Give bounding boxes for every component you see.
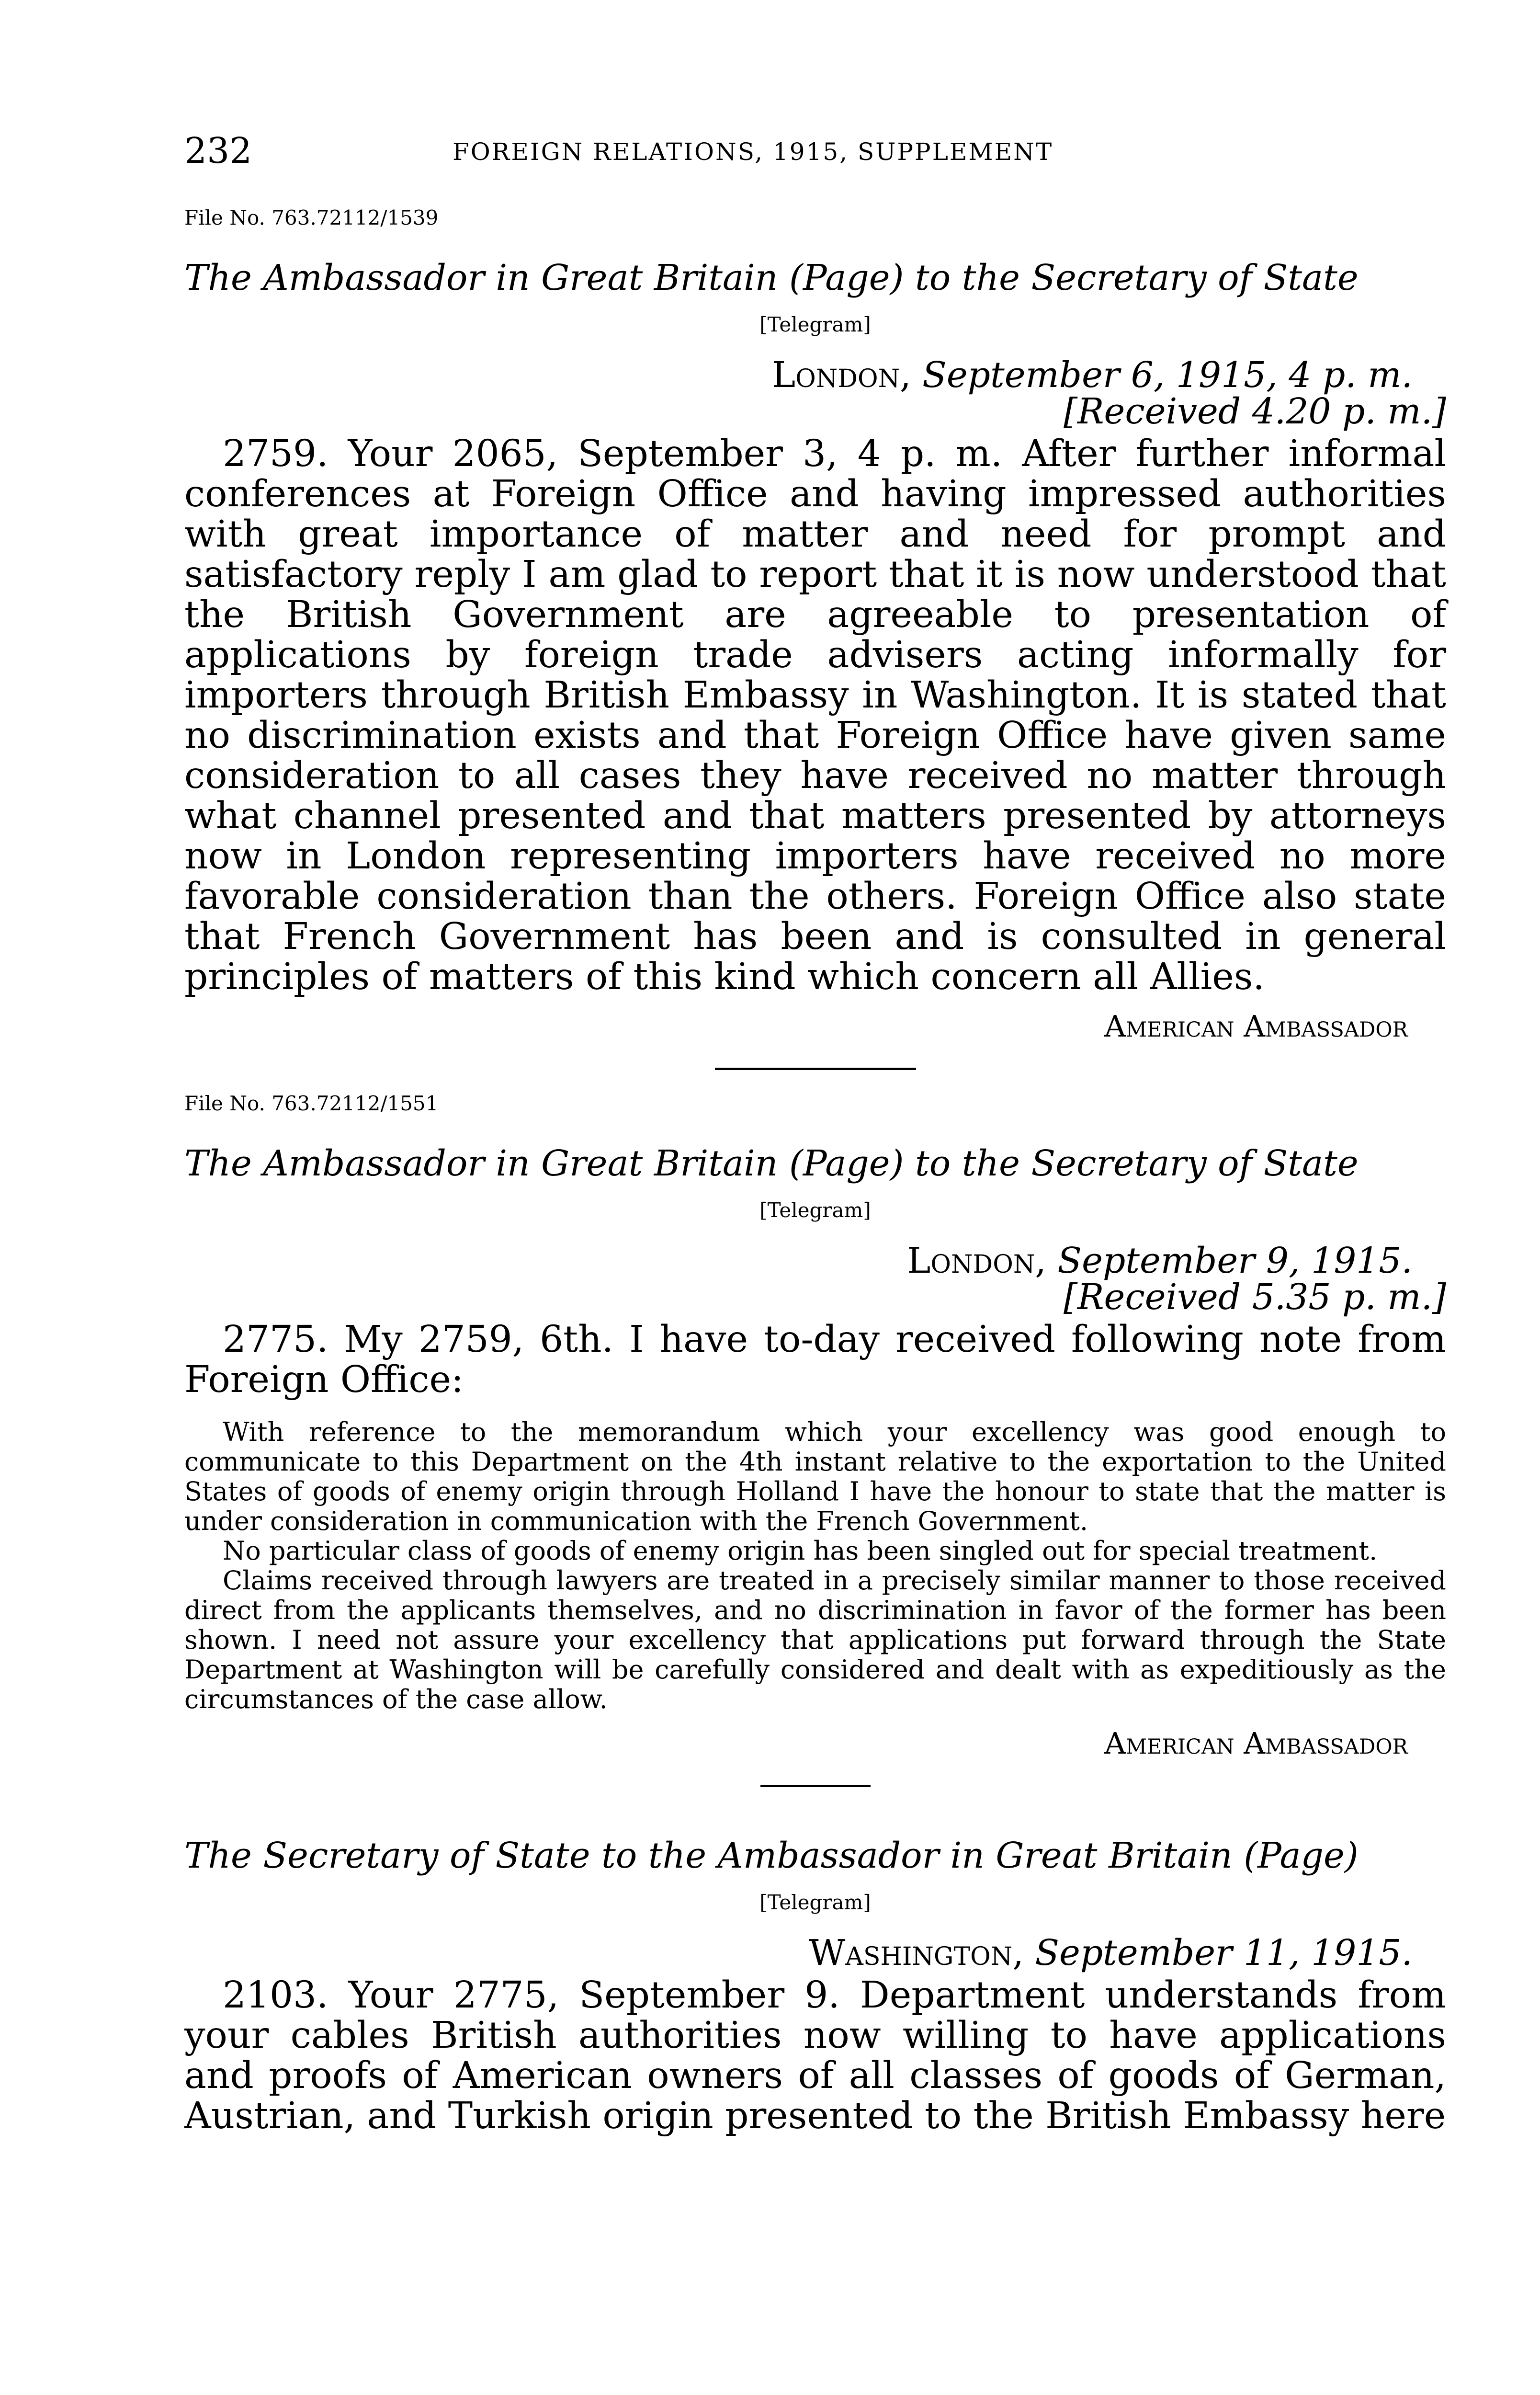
document-page	[184, 129, 1446, 2136]
telegram-body: 2759. Your 2065, September 3, 4 p. m. After further informal conferences at Foreign Office and having impressed authorities with great importance of matter and need for prompt and satisfactory reply I am glad to report that it is now understood that the British Government are agreeable to presentation of applications by foreign trade advisers acting informally for importers through British Embassy in Washington. It is stated that no discrimination exists and that Foreign Office have given same consideration to all cases they have received no matter through what channel presented and that matters presented by attorneys now in London representing importers have received no more favorable consideration than the others. Foreign Office also state that French Government has been and is consulted in general principles of matters of this kind which concern all Allies.	[184, 433, 1446, 998]
document-heading: The Ambassador in Great Britain (Page) to the Secretary of State	[184, 257, 1359, 298]
section-divider	[715, 1068, 916, 1070]
quote-paragraph: With reference to the memorandum which your excellency was good enough to communicate to this Department on the 4th instant relative to the exportation to the United States of goods of enemy origin through Holland I have the honour to state that the matter is under consideration in communication with the French Government.	[184, 1417, 1446, 1536]
dateline-date: September 11, 1915.	[1035, 1932, 1413, 1973]
telegram-label: [Telegram]	[759, 1198, 871, 1222]
signature: American Ambassador	[1104, 1009, 1408, 1044]
telegram-label: [Telegram]	[759, 1891, 871, 1914]
quoted-note	[184, 1417, 1446, 1714]
telegram-body: 2103. Your 2775, September 9. Department understands from your cables British authorities now willing to have applications and proofs of American owners of all classes of goods of German, Austrian, and Turkish origin presented to the British Embassy here	[184, 1974, 1446, 2137]
file-number: File No. 763.72112/1551	[184, 1092, 439, 1115]
telegram-body: 2775. My 2759, 6th. I have to-day received following note from Foreign Office:	[184, 1318, 1446, 1401]
received-time: [Received 4.20 p. m.]	[1063, 391, 1446, 432]
dateline-place: London,	[907, 1240, 1046, 1281]
document-heading: The Ambassador in Great Britain (Page) to the Secretary of State	[184, 1143, 1359, 1184]
telegram-label: [Telegram]	[759, 313, 871, 336]
section-divider	[760, 1785, 871, 1787]
dateline	[184, 354, 1446, 396]
document-heading: The Secretary of State to the Ambassador in Great Britain (Page)	[184, 1835, 1359, 1876]
dateline	[184, 1932, 1446, 1973]
dateline-place: London,	[772, 354, 911, 396]
page-number: 232	[184, 130, 252, 171]
dateline-place: Washington,	[809, 1932, 1024, 1973]
dateline-date: September 6, 1915, 4 p. m.	[922, 354, 1413, 396]
running-head	[184, 129, 1446, 182]
dateline	[184, 1240, 1446, 1281]
received-time: [Received 5.35 p. m.]	[1063, 1277, 1446, 1318]
quote-paragraph: Claims received through lawyers are treated in a precisely similar manner to those received direct from the applicants themselves, and no discrimination in favor of the former has been shown. I need not assure your excellency that applications put forward through the State Department at Washington will be carefully considered and dealt with as expeditiously as the circumstances of the case allow.	[184, 1565, 1446, 1714]
quote-paragraph: No particular class of goods of enemy origin has been singled out for special treatment.	[223, 1536, 1378, 1566]
running-title: FOREIGN RELATIONS, 1915, SUPPLEMENT	[453, 138, 1053, 166]
dateline-date: September 9, 1915.	[1057, 1240, 1413, 1281]
file-number: File No. 763.72112/1539	[184, 206, 439, 229]
signature: American Ambassador	[1104, 1726, 1408, 1761]
